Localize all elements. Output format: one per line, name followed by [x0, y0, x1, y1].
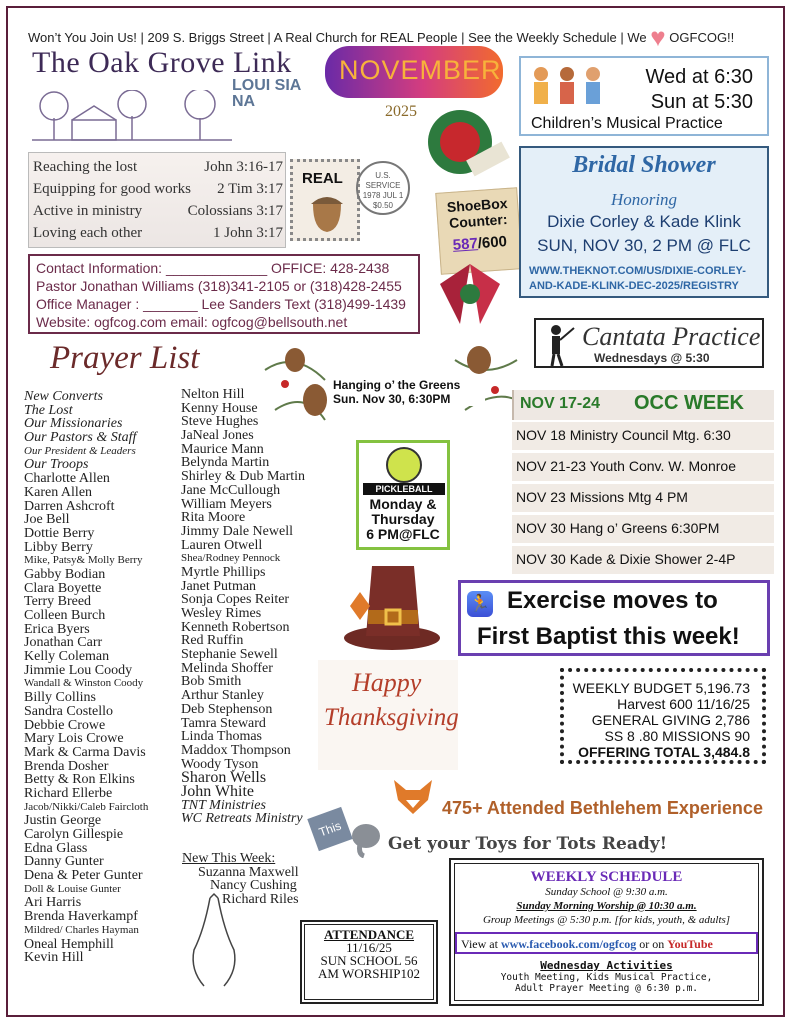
- prayer-name: John White: [181, 782, 255, 800]
- event-row: NOV 30 Kade & Dixie Shower 2-4P: [512, 546, 774, 574]
- event-row: NOV 21-23 Youth Conv. W. Monroe: [512, 453, 774, 481]
- budget-row: Harvest 600 11/16/25: [617, 696, 750, 712]
- prayer-name: Our President & Leaders: [24, 444, 136, 457]
- pickleball-label: PICKLEBALL: [363, 483, 445, 495]
- wednesday-title: Wednesday Activities: [540, 959, 673, 972]
- prayer-name: Oneal Hemphill: [24, 936, 114, 952]
- samaritans-purse-logo: [418, 106, 514, 184]
- cantata-practice-box: [534, 318, 764, 368]
- prayer-name: Linda Thomas: [181, 729, 263, 745]
- prayer-name: Wesley Rimes: [181, 606, 262, 621]
- practice-sun: Sun at 5:30: [650, 91, 753, 113]
- prayer-name: Kenneth Robertson: [181, 619, 290, 635]
- new-name: Nancy Cushing: [210, 878, 297, 894]
- pickleball-days-2: Thursday: [371, 511, 435, 527]
- weekly-budget-box: [560, 668, 766, 764]
- weekly-title: WEEKLY SCHEDULE: [530, 869, 683, 885]
- prayer-name: Betty & Ron Elkins: [24, 772, 135, 788]
- prayer-name: Sandra Costello: [24, 703, 114, 719]
- prayer-name: Dottie Berry: [24, 525, 95, 541]
- prayer-name: Nelton Hill: [181, 387, 245, 402]
- event-row: NOV 30 Hang o’ Greens 6:30PM: [512, 515, 774, 543]
- prayer-name: Janet Putman: [181, 578, 257, 594]
- wednesday-activities: [451, 972, 762, 994]
- prayer-name: Darren Ashcroft: [24, 498, 115, 514]
- hanging-greens-graphic: [255, 340, 525, 440]
- prayer-name: Maddox Thompson: [181, 742, 291, 758]
- bridal-registry[interactable]: [529, 264, 746, 294]
- prayer-name: Edna Glass: [24, 840, 88, 856]
- prayer-name: Jonathan Carr: [24, 635, 103, 651]
- prayer-name: Wandall & Winston Coody: [24, 677, 144, 690]
- prayer-list-title: Prayer List: [50, 340, 200, 376]
- prayer-name: Erica Byers: [24, 621, 90, 637]
- prayer-name: Brenda Dosher: [24, 758, 109, 774]
- offering-total: OFFERING TOTAL 3,484.8: [578, 744, 750, 760]
- mission-text: Loving each other: [33, 225, 143, 241]
- prayer-name: Stephanie Sewell: [181, 647, 278, 663]
- prayer-name: The Lost: [24, 402, 73, 418]
- louisiana-badge: LOUI SIA NA: [232, 77, 301, 110]
- prayer-name: Woody Tyson: [181, 756, 259, 772]
- mission-ref: 1 John 3:17: [212, 225, 283, 241]
- or-text: or on: [636, 937, 668, 951]
- prayer-name: Jimmie Lou Coody: [24, 662, 133, 678]
- mission-ref: 2 Tim 3:17: [217, 181, 283, 197]
- bridal-shower-box: [519, 146, 769, 298]
- prayer-name: WC Retreats Ministry: [181, 811, 303, 827]
- prayer-name: Doll & Louise Gunter: [24, 882, 121, 895]
- thanksgiving-word: Thanksgiving: [324, 704, 459, 731]
- prayer-name: Mary Lois Crowe: [24, 731, 124, 747]
- prayer-name: Maurice Mann: [181, 441, 264, 457]
- prayer-name: Karen Allen: [24, 484, 93, 500]
- childrens-practice-box: [519, 56, 769, 136]
- practice-title: Children’s Musical Practice: [531, 115, 723, 132]
- prayer-name: Deb Stephenson: [181, 701, 273, 717]
- top-banner-text: Won’t You Join Us! | 209 S. Briggs Street | A Real Church for REAL People | See the Weekly Schedule | We: [28, 30, 647, 45]
- mission-ref: John 3:16-17: [204, 159, 283, 175]
- greens-label: [331, 378, 485, 406]
- prayer-name: Mark & Carma Davis: [24, 744, 146, 760]
- praying-hands-icon: [180, 890, 252, 990]
- attendance-date: 11/16/25: [346, 940, 392, 955]
- attendance-title: ATTENDANCE: [323, 927, 415, 942]
- mission-text: Active in ministry: [33, 203, 143, 219]
- greens-when: Sun. Nov 30, 6:30PM: [333, 392, 451, 406]
- prayer-name: TNT Ministries: [181, 797, 266, 813]
- children-singing-icon: [529, 64, 609, 112]
- greens-title: Hanging o’ the Greens: [333, 378, 461, 392]
- facebook-link[interactable]: www.facebook.com/ogfcog: [500, 937, 637, 951]
- bridal-honoring: Honoring: [610, 190, 678, 209]
- pickleball-schedule: [359, 497, 447, 542]
- youtube-link[interactable]: YouTube: [667, 937, 713, 951]
- prayer-name: Charlotte Allen: [24, 471, 110, 487]
- newsletter-title: The Oak Grove Link: [32, 46, 292, 79]
- autumn-leaves-icon: [345, 590, 375, 630]
- wednesday-line1: Youth Meeting, Kids Musical Practice,: [500, 972, 713, 983]
- conductor-icon: [540, 322, 580, 366]
- pickleball-days-1: Monday &: [369, 496, 437, 512]
- bridal-names: Dixie Corley & Kade Klink: [547, 212, 741, 231]
- prayer-name: Kenny House: [181, 400, 258, 416]
- real-stamp: [290, 155, 412, 247]
- pickleball-box: [356, 440, 450, 550]
- new-name: Suzanna Maxwell: [198, 864, 299, 880]
- attendance-box: [300, 920, 438, 1004]
- prayer-list-column-1: [24, 390, 148, 965]
- postmark: U.S. SERVICE 1978 JUL 1 $0.50: [356, 161, 410, 215]
- prayer-name: Jacob/Nikki/Caleb Faircloth: [24, 800, 149, 813]
- exercise-line1: Exercise moves to: [507, 587, 718, 614]
- prayer-name: Our Troops: [24, 457, 89, 473]
- contact-pastor: Pastor Jonathan Williams (318)341-2105 or (318)428-2455: [36, 278, 402, 294]
- schedule-groups: Group Meetings @ 5:30 p.m. [for kids, youth, & adults]: [482, 914, 731, 926]
- occ-dates: NOV 17-24: [520, 395, 601, 412]
- acorn-icon: [307, 190, 347, 234]
- shoebox-count: [439, 232, 520, 255]
- registry-url-line1[interactable]: WWW.THEKNOT.COM/US/DIXIE-CORLEY-: [529, 265, 746, 277]
- occ-title: OCC WEEK: [634, 392, 744, 414]
- prayer-name: Melinda Shoffer: [181, 660, 273, 676]
- prayer-name: Bob Smith: [181, 674, 242, 690]
- mission-row: [33, 203, 283, 220]
- registry-url-line2[interactable]: AND-KADE-KLINK-DEC-2025/REGISTRY: [529, 280, 739, 292]
- prayer-name: Jimmy Dale Newell: [181, 523, 293, 539]
- contact-box: [28, 254, 420, 334]
- shoebox-count-value: 587: [452, 235, 479, 254]
- prayer-name: Dena & Peter Gunter: [24, 868, 143, 884]
- mission-row: [33, 225, 283, 242]
- christmas-ribbon-illustration: [420, 254, 520, 334]
- prayer-name: Danny Gunter: [24, 854, 104, 870]
- prayer-name: Libby Berry: [24, 539, 93, 555]
- exercise-line2: First Baptist this week!: [477, 623, 740, 650]
- this-badge: This: [307, 807, 352, 851]
- prayer-name: New Converts: [24, 389, 103, 404]
- occ-week-header: [512, 390, 774, 420]
- toys-for-tots-notice: [312, 812, 712, 864]
- prayer-name: Carolyn Gillespie: [24, 827, 124, 842]
- budget-row: GENERAL GIVING 2,786: [591, 712, 750, 728]
- schedule-worship: Sunday Morning Worship @ 10:30 a.m.: [516, 900, 697, 912]
- prayer-name: Lauren Otwell: [181, 537, 263, 553]
- mission-statement: [28, 152, 286, 248]
- prayer-name: Brenda Haverkampf: [24, 909, 138, 925]
- masthead: [32, 46, 322, 146]
- operation-christmas-child-icon: [418, 106, 514, 184]
- mission-ref: Colossians 3:17: [187, 203, 283, 219]
- budget-row: WEEKLY BUDGET 5,196.73: [572, 680, 750, 696]
- shoebox-count-total: /600: [477, 233, 508, 253]
- new-this-week-title: New This Week:: [182, 851, 276, 866]
- contact-website[interactable]: Website: ogfcog.com email: ogfcog@bellsouth.net: [36, 314, 348, 330]
- prayer-name: Shea/Rodney Pennock: [181, 552, 281, 565]
- top-banner-name: OGFCOG!!: [669, 30, 735, 45]
- toys-text: Get your Toys for Tots Ready!: [388, 834, 668, 854]
- bethlehem-text: 475+ Attended Bethlehem Experience: [442, 798, 763, 818]
- weekly-schedule-box: [449, 858, 764, 1006]
- prayer-name: Our Pastors & Staff: [24, 430, 137, 446]
- mission-row: [33, 181, 283, 198]
- prayer-list-column-2: [181, 388, 305, 826]
- prayer-name: Debbie Crowe: [24, 717, 106, 733]
- contact-info: Contact Information: _____________ OFFICE: 428-2438: [36, 260, 390, 276]
- exercise-notice: [458, 580, 770, 656]
- church-trees-illustration: [32, 90, 232, 144]
- pickleball-icon: [386, 447, 422, 483]
- prayer-name: Belynda Martin: [181, 455, 270, 471]
- stamp: [290, 159, 360, 241]
- prayer-name: Joe Bell: [24, 512, 70, 528]
- prayer-name: Mildred/ Charles Hayman: [24, 923, 139, 936]
- budget-row: SS 8 .80 MISSIONS 90: [604, 728, 750, 744]
- prayer-name: Billy Collins: [24, 690, 96, 706]
- shoebox-title: ShoeBox Counter:: [446, 194, 509, 232]
- thanksgiving-greeting: [318, 660, 458, 770]
- watch-online: [455, 932, 758, 954]
- wednesday-line2: Adult Prayer Meeting @ 6:30 p.m.: [514, 983, 699, 994]
- cantata-title: Cantata Practice: [582, 322, 761, 351]
- practice-wed: Wed at 6:30: [645, 66, 753, 88]
- prayer-name: Steve Hughes: [181, 414, 259, 430]
- prayer-name: Terry Breed: [24, 594, 92, 610]
- month-name: NOVEMBER: [339, 55, 502, 85]
- prayer-name: Jane McCullough: [181, 482, 281, 498]
- view-text: View at: [461, 937, 501, 951]
- prayer-name: Myrtle Phillips: [181, 564, 266, 580]
- prayer-name: Red Ruffin: [181, 633, 244, 649]
- prayer-name: Mike, Patsy& Molly Berry: [24, 554, 143, 567]
- contact-office-manager: Office Manager : _______ Lee Sanders Text (318)499-1439: [36, 296, 406, 312]
- mission-row: [33, 159, 283, 176]
- schedule-sunday-school: Sunday School @ 9:30 a.m.: [545, 886, 668, 898]
- prayer-name: JaNeal Jones: [181, 428, 254, 444]
- prayer-name: Justin George: [24, 813, 102, 829]
- attendance-worship: AM WORSHIP102: [318, 966, 420, 981]
- prayer-name: Tamra Steward: [181, 715, 266, 731]
- attendance-sunday-school: SUN SCHOOL 56: [320, 953, 418, 968]
- prayer-name: Colleen Burch: [24, 608, 106, 623]
- prayer-name: Rita Moore: [181, 510, 246, 526]
- prayer-name: Kevin Hill: [24, 950, 84, 966]
- prayer-name: William Meyers: [181, 496, 272, 512]
- month-banner: [325, 46, 503, 98]
- prayer-name: Richard Ellerbe: [24, 785, 113, 801]
- bridal-when: SUN, NOV 30, 2 PM @ FLC: [537, 236, 751, 255]
- pickleball-time: 6 PM@FLC: [366, 526, 440, 542]
- prayer-name: Our Missionaries: [24, 416, 123, 432]
- prayer-name: Shirley & Dub Martin: [181, 469, 306, 485]
- mission-text: Reaching the lost: [33, 159, 138, 175]
- event-row: NOV 18 Ministry Council Mtg. 6:30: [512, 422, 774, 450]
- cantata-time: Wednesdays @ 5:30: [594, 351, 710, 365]
- running-icon: 🏃: [467, 591, 493, 617]
- thanksgiving-happy: Happy: [352, 668, 422, 697]
- prayer-name: Arthur Stanley: [181, 688, 264, 704]
- mission-text: Equipping for good works: [33, 181, 191, 197]
- prayer-name: Sonja Copes Reiter: [181, 592, 290, 608]
- year-label: 2025: [385, 103, 417, 120]
- heart-icon: ♥: [650, 22, 666, 52]
- prayer-name: Gabby Bodian: [24, 566, 106, 582]
- elephant-icon: [348, 818, 384, 858]
- prayer-name: Ari Harris: [24, 895, 82, 911]
- bridal-title: Bridal Shower: [572, 152, 716, 178]
- prayer-name: Clara Boyette: [24, 580, 102, 596]
- stamp-label: REAL: [302, 170, 343, 187]
- new-name: Richard Riles: [222, 892, 299, 908]
- prayer-name: Sharon Wells: [181, 769, 267, 787]
- prayer-name: Kelly Coleman: [24, 649, 110, 665]
- event-row: NOV 23 Missions Mtg 4 PM: [512, 484, 774, 512]
